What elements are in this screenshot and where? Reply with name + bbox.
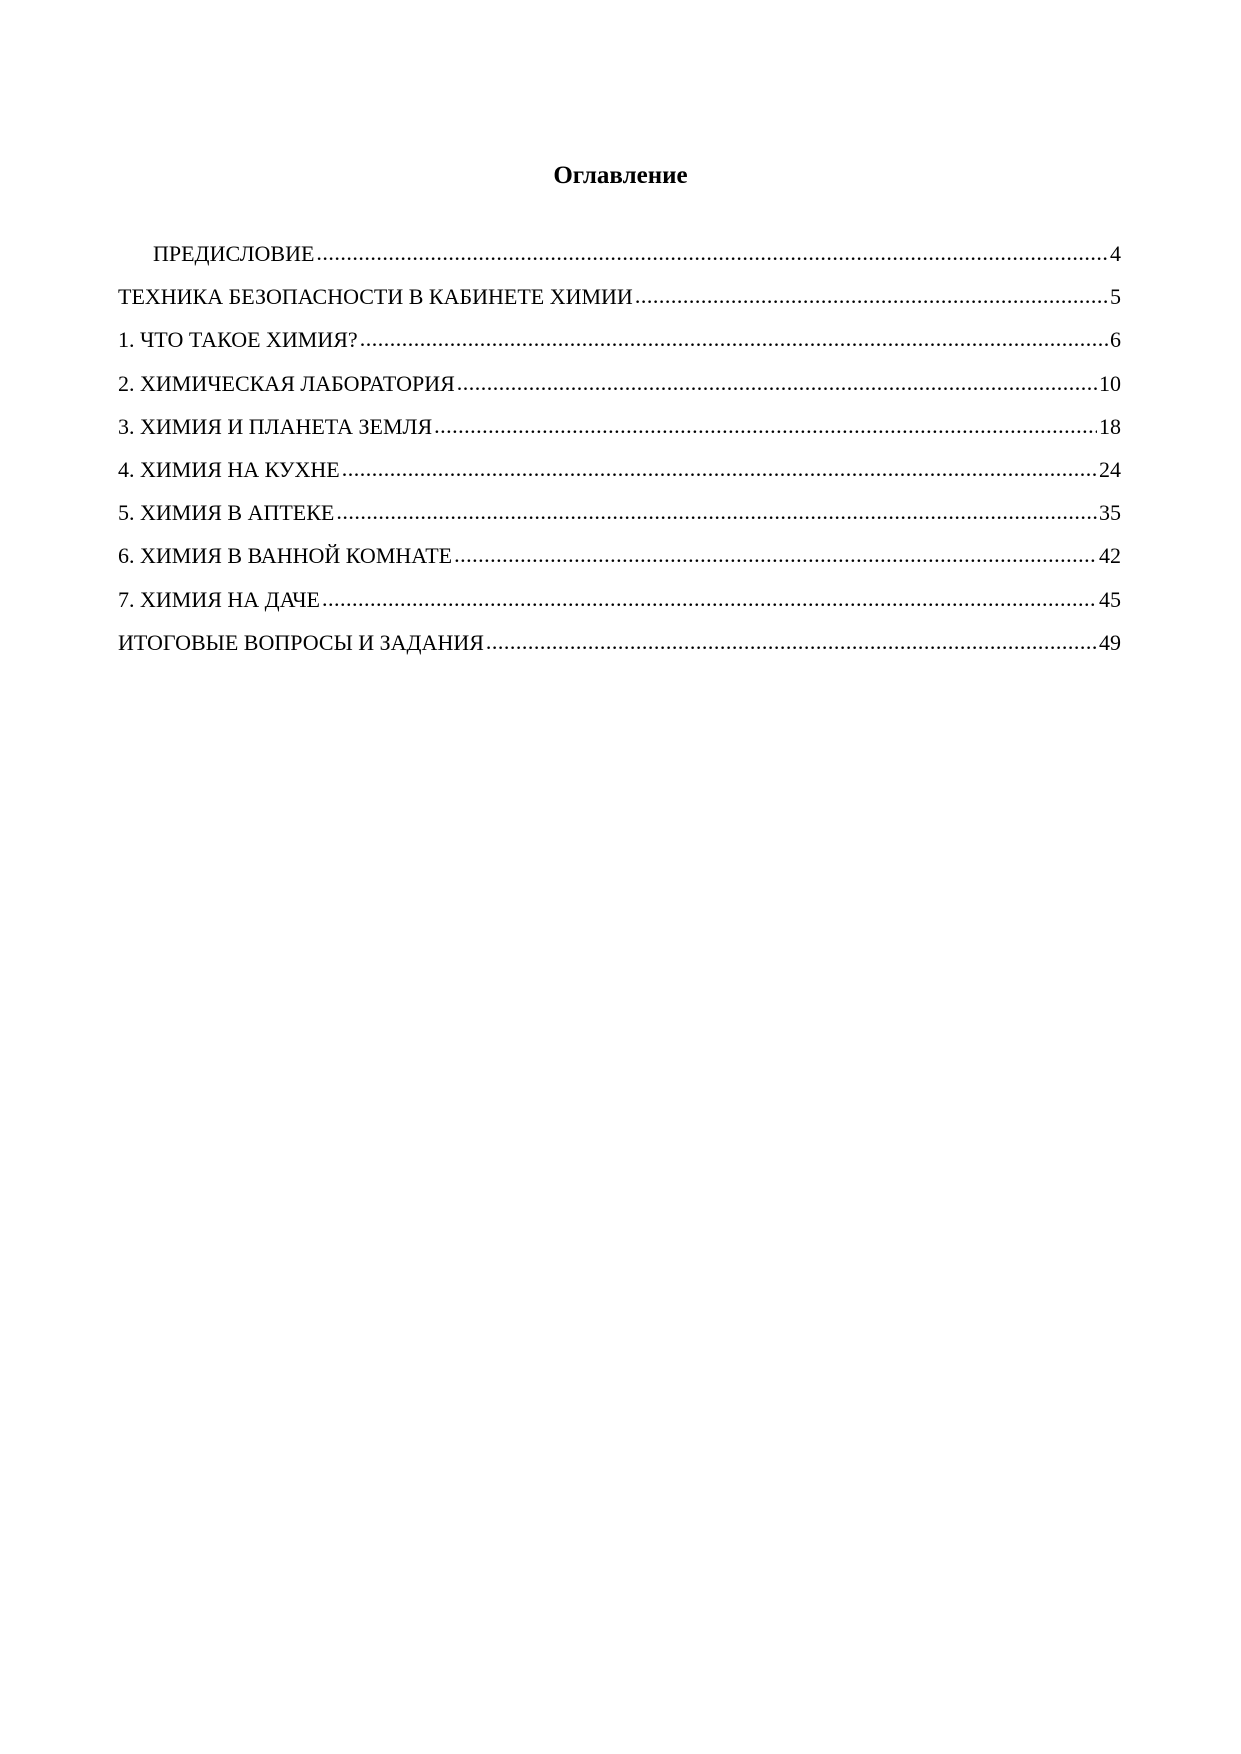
toc-entry-chapter-3[interactable] (118, 409, 1121, 452)
toc-entry-final-questions[interactable] (118, 625, 1121, 668)
toc-page-number: 6 (1110, 327, 1121, 353)
dot-leader (360, 321, 1108, 357)
toc-entry-label: 6. ХИМИЯ В ВАННОЙ КОМНАТЕ (118, 543, 453, 569)
toc-entry-chapter-7[interactable] (118, 582, 1121, 625)
toc-page-number: 18 (1099, 413, 1121, 439)
toc-entry-label: ИТОГОВЫЕ ВОПРОСЫ И ЗАДАНИЯ (118, 629, 484, 655)
dot-leader (457, 365, 1097, 401)
toc-page-number: 42 (1099, 543, 1121, 569)
toc-entry-label: 5. ХИМИЯ В АПТЕКЕ (118, 500, 335, 526)
toc-page-number: 5 (1110, 284, 1121, 310)
toc-page-number: 10 (1099, 370, 1121, 396)
toc-page-number: 35 (1099, 500, 1121, 526)
toc-entry-chapter-1[interactable] (118, 322, 1121, 365)
dot-leader (434, 408, 1097, 444)
toc-entry-preface[interactable] (118, 236, 1121, 279)
toc-entry-label: 7. ХИМИЯ НА ДАЧЕ (118, 586, 320, 612)
toc-entry-label: ТЕХНИКА БЕЗОПАСНОСТИ В КАБИНЕТЕ ХИМИИ (118, 284, 633, 310)
toc-entry-chapter-6[interactable] (118, 538, 1121, 581)
toc-entry-chapter-4[interactable] (118, 452, 1121, 495)
dot-leader (342, 451, 1097, 487)
toc-entry-label: 4. ХИМИЯ НА КУХНЕ (118, 456, 340, 482)
toc-entry-label: 3. ХИМИЯ И ПЛАНЕТА ЗЕМЛЯ (118, 413, 433, 439)
dot-leader (454, 537, 1097, 573)
toc-page-number: 24 (1099, 456, 1121, 482)
toc-entry-label: 2. ХИМИЧЕСКАЯ ЛАБОРАТОРИЯ (118, 370, 455, 396)
toc-entry-safety[interactable] (118, 279, 1121, 322)
page-title: Оглавление (553, 162, 688, 189)
dot-leader (322, 581, 1097, 617)
dot-leader (635, 278, 1108, 314)
table-of-contents (118, 236, 1121, 668)
toc-page-number: 4 (1110, 241, 1121, 266)
toc-entry-chapter-5[interactable] (118, 495, 1121, 538)
toc-page-number: 45 (1099, 586, 1121, 612)
dot-leader (336, 494, 1097, 530)
dot-leader (486, 624, 1097, 660)
dot-leader (316, 235, 1108, 271)
toc-page-number: 49 (1099, 629, 1121, 655)
toc-entry-label: 1. ЧТО ТАКОЕ ХИМИЯ? (118, 327, 358, 353)
toc-entry-label: ПРЕДИСЛОВИЕ (153, 241, 315, 266)
toc-entry-chapter-2[interactable] (118, 366, 1121, 409)
